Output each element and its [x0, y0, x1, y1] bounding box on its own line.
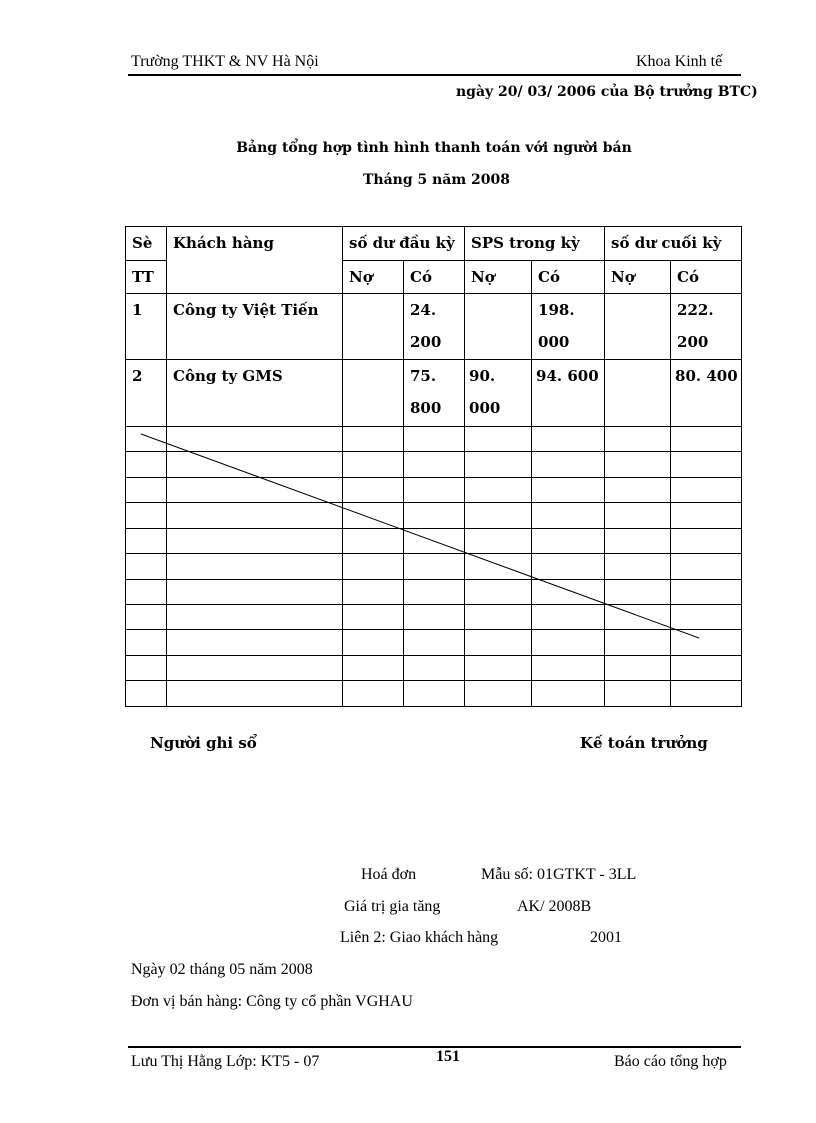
invoice-vat-label: Giá trị gia tăng [344, 898, 441, 915]
decree-line: ngày 20/ 03/ 2006 của Bộ trưởng BTC) [456, 84, 758, 100]
header-opening-balance: số dư đầu kỳ [343, 227, 465, 261]
invoice-series: AK/ 2008B [517, 898, 592, 915]
invoice-copy: Liên 2: Giao khách hàng [340, 929, 499, 946]
payables-summary-table [125, 226, 742, 707]
header-closing-debit: Nợ [605, 260, 671, 294]
header-sps-debit: Nợ [465, 260, 532, 294]
empty-row [126, 503, 742, 528]
row-opening-credit [404, 360, 465, 426]
empty-row [126, 630, 742, 655]
empty-row [126, 452, 742, 477]
row-closing-debit [605, 294, 671, 360]
value-line: 75. [410, 367, 437, 386]
row-closing-credit [671, 294, 742, 360]
value-line: 200 [677, 333, 709, 352]
header-customer: Khách hàng [167, 227, 343, 294]
table-row [126, 360, 742, 426]
row-customer: Công ty GMS [167, 360, 343, 426]
table-row [126, 294, 742, 360]
row-sps-debit: 90. 000 [465, 360, 532, 426]
footer-rule [128, 1046, 741, 1048]
row-sps-credit [532, 360, 605, 426]
value-line: 24. [410, 301, 437, 320]
value-line: 000 [538, 333, 570, 352]
footer-author: Lưu Thị Hằng Lớp: KT5 - 07 [131, 1053, 320, 1070]
empty-row [126, 655, 742, 680]
header-sps-credit: Có [532, 260, 605, 294]
row-opening-credit [404, 294, 465, 360]
invoice-date: Ngày 02 tháng 05 năm 2008 [131, 961, 313, 978]
row-sps-credit [532, 294, 605, 360]
header-opening-debit: Nợ [343, 260, 404, 294]
header-period-transactions: SPS trong kỳ [465, 227, 605, 261]
invoice-title: Hoá đơn [361, 866, 417, 883]
row-seq: 2 [126, 360, 167, 426]
empty-row [126, 605, 742, 630]
department-name: Khoa Kinh tế [636, 53, 723, 70]
header-seq-top: Sè [126, 227, 167, 261]
empty-row [126, 477, 742, 502]
value-line: 94. 600 [536, 367, 599, 386]
school-name: Trường THKT & NV Hà Nội [131, 53, 319, 70]
value-line: 198. [538, 301, 575, 320]
row-sps-debit [465, 294, 532, 360]
header-seq-bottom: TT [126, 260, 167, 294]
table-header-row [126, 227, 742, 261]
page-number: 151 [436, 1048, 460, 1065]
row-opening-debit [343, 360, 404, 426]
signature-recorder: Người ghi sổ [150, 734, 257, 752]
value-line: 222. [677, 301, 714, 320]
invoice-form-number: Mẫu số: 01GTKT - 3LL [481, 866, 637, 883]
report-period: Tháng 5 năm 2008 [362, 172, 511, 188]
value-line: 800 [410, 399, 442, 418]
header-closing-balance: số dư cuối kỳ [605, 227, 742, 261]
header-opening-credit: Có [404, 260, 465, 294]
empty-row [126, 554, 742, 579]
row-closing-debit [605, 360, 671, 426]
signature-chief-accountant: Kế toán trưởng [580, 734, 708, 752]
empty-row [126, 528, 742, 553]
row-seq: 1 [126, 294, 167, 360]
row-closing-credit [671, 360, 742, 426]
report-title: Bảng tổng hợp tình hình thanh toán với người bán [236, 140, 632, 156]
value-line: 80. 400 [675, 367, 738, 386]
empty-row [126, 426, 742, 451]
row-customer: Công ty Việt Tiến [167, 294, 343, 360]
value-line: 200 [410, 333, 442, 352]
empty-row [126, 681, 742, 707]
header-closing-credit: Có [671, 260, 742, 294]
empty-row [126, 579, 742, 604]
footer-report-type: Báo cáo tổng hợp [614, 1053, 727, 1070]
invoice-seller: Đơn vị bán hàng: Công ty cổ phần VGHAU [131, 993, 413, 1010]
row-opening-debit [343, 294, 404, 360]
header-rule [128, 74, 741, 76]
invoice-number: 2001 [590, 929, 622, 946]
